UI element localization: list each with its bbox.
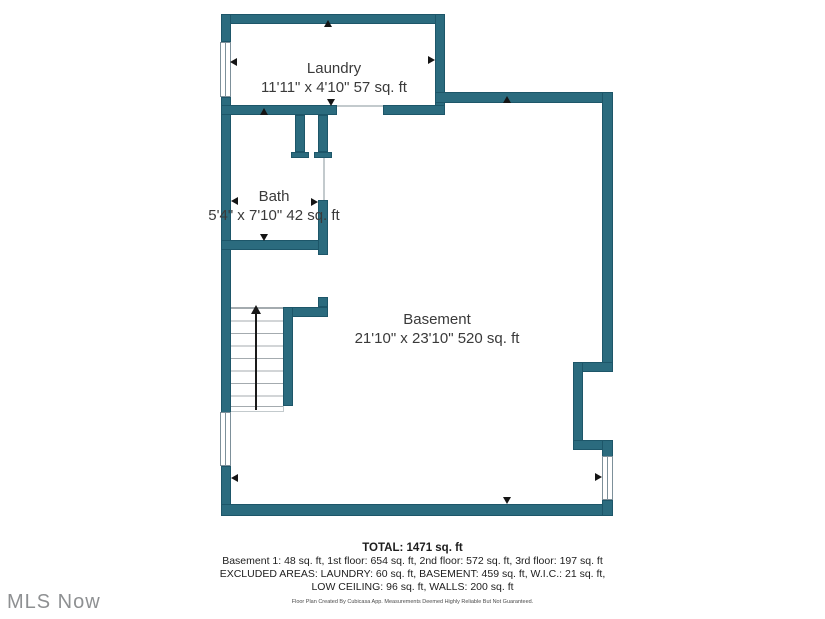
wall-duct-left	[295, 115, 305, 152]
wall-basement-top	[435, 92, 613, 103]
door-opening-laundry	[337, 105, 383, 107]
wall-right-below-window	[602, 500, 613, 516]
stairs-direction-arrow	[255, 313, 257, 410]
floor-areas: Basement 1: 48 sq. ft, 1st floor: 654 sq. ft, 2nd floor: 572 sq. ft, 3rd floor: 197 sq. ft	[222, 555, 603, 567]
total-area: TOTAL: 1471 sq. ft	[362, 542, 463, 554]
excluded-areas-line1: EXCLUDED AREAS: LAUNDRY: 60 sq. ft, BASEMENT: 459 sq. ft, W.I.C.: 21 sq. ft,	[219, 567, 606, 580]
area-summary	[0, 542, 825, 606]
wall-marker-up-icon	[503, 96, 511, 103]
wall-laundry-bottom-left	[221, 105, 337, 115]
wall-marker-down-icon	[260, 234, 268, 241]
mls-watermark: MLS Now	[7, 591, 101, 613]
room-name: Laundry	[306, 60, 362, 77]
wall-marker-down-icon	[327, 99, 335, 106]
window-basement-right	[602, 456, 613, 500]
wall-marker-left-icon	[231, 474, 238, 482]
wall-laundry-bottom-right	[383, 105, 445, 115]
staircase	[231, 307, 283, 407]
excluded-areas-line2: LOW CEILING: 96 sq. ft, WALLS: 200 sq. ft	[311, 580, 514, 593]
wall-marker-up-icon	[324, 20, 332, 27]
wall-marker-down-icon	[503, 497, 511, 504]
wall-duct-left-cap	[291, 152, 309, 158]
window-basement-left	[220, 412, 231, 466]
stairs-bottom-boundary	[231, 411, 284, 412]
room-name: Bath	[258, 188, 290, 205]
room-dimensions: 5'4" x 7'10" 42 sq. ft	[208, 207, 340, 224]
wall-marker-right-icon	[595, 473, 602, 481]
wall-marker-left-icon	[230, 58, 237, 66]
wall-marker-right-icon	[428, 56, 435, 64]
disclaimer: Floor Plan Created By Cubicasa App. Measurements Deemed Highly Reliable But Not Guaranteed.	[291, 599, 534, 606]
wall-laundry-top	[221, 14, 445, 24]
wall-notch-left	[573, 362, 583, 450]
wall-stair-hall-stub	[318, 297, 328, 307]
room-label-basement	[355, 310, 520, 348]
room-dimensions: 21'10" x 23'10" 520 sq. ft	[354, 330, 520, 347]
wall-bottom	[221, 504, 613, 516]
room-label-laundry	[261, 59, 407, 97]
room-dimensions: 11'11" x 4'10" 57 sq. ft	[261, 79, 407, 96]
wall-left-upper	[221, 14, 231, 42]
stairs-up-arrow-icon	[251, 305, 261, 314]
wall-marker-up-icon	[260, 108, 268, 115]
stairs-right-boundary	[283, 406, 284, 412]
room-name: Basement	[403, 311, 471, 328]
window-laundry-left	[220, 42, 231, 97]
wall-right-above-window	[602, 440, 613, 457]
wall-bath-bottom	[221, 240, 328, 250]
wall-right-upper	[602, 92, 613, 372]
wall-stairs-right	[283, 307, 293, 406]
wall-left-middle	[221, 97, 231, 413]
wall-duct-right	[318, 115, 328, 152]
room-label-bath	[208, 187, 339, 225]
